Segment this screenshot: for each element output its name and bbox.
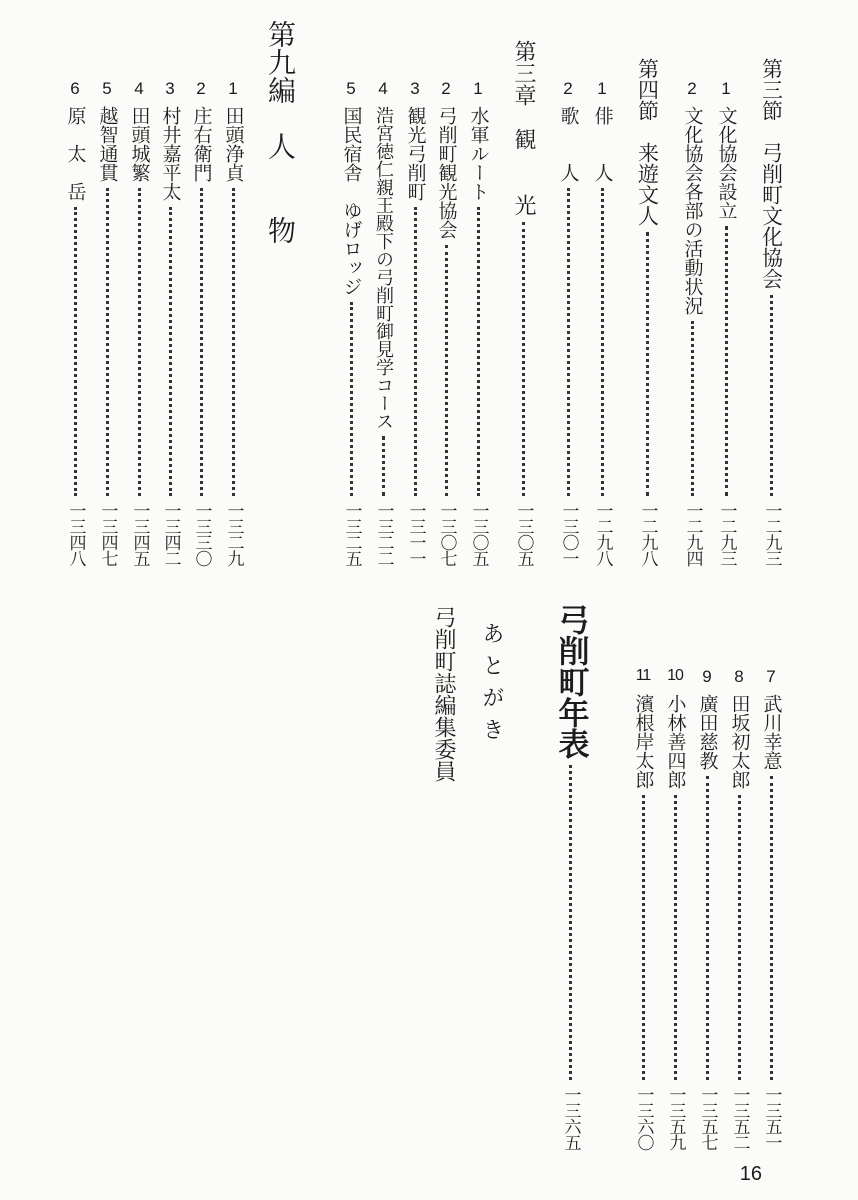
toc-item — [92, 80, 122, 566]
leader-dots — [74, 207, 77, 496]
part9-entry — [260, 20, 300, 320]
item-title: 文化協会設立 — [715, 106, 738, 220]
item-number: 1 — [721, 79, 731, 98]
leader-dots — [646, 232, 649, 496]
page-number: 一三二九 — [223, 502, 244, 566]
item-title: 小林善四郎 — [664, 694, 687, 789]
leader-dots — [522, 222, 525, 496]
item-title: 濱根岸太郎 — [632, 694, 655, 789]
toc-item — [218, 80, 248, 566]
item-number: 3 — [410, 79, 420, 98]
toc-item — [155, 80, 185, 566]
page-number: 一三六五 — [560, 1086, 581, 1150]
leader-dots — [567, 188, 570, 496]
page-number: 一三〇七 — [436, 502, 457, 566]
item-number: 10 — [667, 667, 683, 684]
item-title: 越智通貫 — [96, 106, 119, 182]
page-number: 一二九三 — [761, 502, 782, 566]
page-number: 一三二五 — [341, 502, 362, 566]
toc-item — [692, 668, 722, 1150]
item-number: 2 — [563, 79, 573, 98]
toc-item — [400, 80, 430, 566]
item-number: 1 — [473, 79, 483, 98]
leader-dots — [138, 188, 141, 496]
toc-item — [677, 80, 707, 566]
committee: 弓削町誌編集委員 — [431, 606, 456, 782]
leader-dots — [691, 321, 694, 496]
toc-item — [431, 80, 461, 566]
item-number: 4 — [134, 79, 144, 98]
item-number: 6 — [70, 79, 80, 98]
leader-dots — [770, 295, 773, 496]
page-number: 一三四二 — [160, 502, 181, 566]
page-number: 一三二二 — [373, 502, 394, 566]
chapter3-heading: 第三章 観 光 — [511, 40, 536, 216]
item-title: 国民宿舎 ゆげロッジ — [340, 106, 363, 296]
toc-item — [336, 80, 366, 566]
toc-item — [553, 80, 583, 566]
leader-dots — [169, 207, 172, 496]
item-number: 7 — [766, 667, 776, 686]
afterword-entry — [474, 622, 508, 822]
page-number: 一三五七 — [697, 1086, 718, 1150]
leader-dots — [350, 302, 353, 496]
item-number: 9 — [702, 667, 712, 686]
page-number: 一三三〇 — [191, 502, 212, 566]
page-number: 一三五一 — [761, 1086, 782, 1150]
item-title: 歌 人 — [557, 106, 580, 182]
page-number: 一二九八 — [592, 502, 613, 566]
leader-dots — [770, 776, 773, 1080]
item-title: 田頭城繁 — [128, 106, 151, 182]
page-number: 一三〇五 — [513, 502, 534, 566]
page-number: 一三四七 — [97, 502, 118, 566]
toc-item — [724, 668, 754, 1150]
section3-heading: 第三節 弓削町文化協会 — [759, 58, 784, 289]
leader-dots — [601, 188, 604, 496]
item-title: 村井嘉平太 — [159, 106, 182, 201]
leader-dots — [706, 776, 709, 1080]
toc-item — [186, 80, 216, 566]
toc-item — [628, 668, 658, 1150]
leader-dots — [382, 436, 385, 496]
section4-entry — [632, 58, 662, 566]
item-number: 5 — [346, 79, 356, 98]
leader-dots — [414, 207, 417, 496]
chronology-heading: 弓削町年表 — [552, 604, 589, 759]
item-title: 田坂初太郎 — [728, 694, 751, 789]
item-title: 浩宮徳仁親王殿下の弓削町御見学コース — [373, 106, 394, 430]
leader-dots — [200, 188, 203, 496]
leader-dots — [738, 795, 741, 1080]
leader-dots — [477, 207, 480, 496]
item-title: 廣田慈教 — [696, 694, 719, 770]
leader-dots — [106, 188, 109, 496]
item-number: 2 — [196, 79, 206, 98]
page-number: 一二九八 — [637, 502, 658, 566]
page-folio: 16 — [739, 1163, 762, 1185]
toc-item — [368, 80, 398, 566]
toc-item — [124, 80, 154, 566]
item-number: 1 — [597, 79, 607, 98]
page-number: 一三〇五 — [468, 502, 489, 566]
leader-dots — [642, 795, 645, 1080]
item-number: 2 — [687, 79, 697, 98]
page-number: 一三四五 — [129, 502, 150, 566]
item-title: 観光弓削町 — [404, 106, 427, 201]
chronology-entry — [550, 604, 590, 1150]
item-number: 5 — [102, 79, 112, 98]
item-title: 庄右衛門 — [190, 106, 213, 182]
leader-dots — [445, 245, 448, 496]
item-number: 4 — [378, 79, 388, 98]
leader-dots — [232, 188, 235, 496]
item-number: 8 — [734, 667, 744, 686]
leader-dots — [674, 795, 677, 1080]
item-number: 1 — [228, 79, 238, 98]
page-number: 一三六〇 — [633, 1086, 654, 1150]
page-number: 一二九四 — [682, 502, 703, 566]
section4-heading: 第四節 来遊文人 — [635, 58, 660, 226]
toc-item — [711, 80, 741, 566]
item-number: 11 — [635, 667, 651, 684]
item-title: 武川幸意 — [760, 694, 783, 770]
item-title: 文化協会各部の活動状況 — [681, 106, 704, 315]
item-title: 水軍ルート — [467, 106, 490, 201]
item-title: 原 太 岳 — [64, 106, 87, 201]
item-number: 2 — [441, 79, 451, 98]
toc-item — [60, 80, 90, 566]
item-title: 弓削町観光協会 — [435, 106, 458, 239]
leader-dots — [725, 226, 728, 496]
page-number: 一三一一 — [405, 502, 426, 566]
item-title: 俳 人 — [591, 106, 614, 182]
chapter3-entry — [506, 40, 540, 566]
toc-item — [756, 668, 786, 1150]
item-number: 3 — [165, 79, 175, 98]
part9-heading: 第九編 人 物 — [264, 20, 297, 244]
item-title: 田頭浄貞 — [222, 106, 245, 182]
page-number: 一三五二 — [729, 1086, 750, 1150]
page-number: 一三〇一 — [558, 502, 579, 566]
toc-item — [463, 80, 493, 566]
toc-item — [660, 668, 690, 1150]
leader-dots — [569, 765, 572, 1080]
committee-entry — [426, 606, 460, 836]
section3-entry — [756, 58, 786, 566]
toc-item — [587, 80, 617, 566]
page-number: 一三五九 — [665, 1086, 686, 1150]
afterword: あとがき — [479, 622, 504, 750]
page-number: 一三四八 — [65, 502, 86, 566]
page-number: 一二九三 — [716, 502, 737, 566]
